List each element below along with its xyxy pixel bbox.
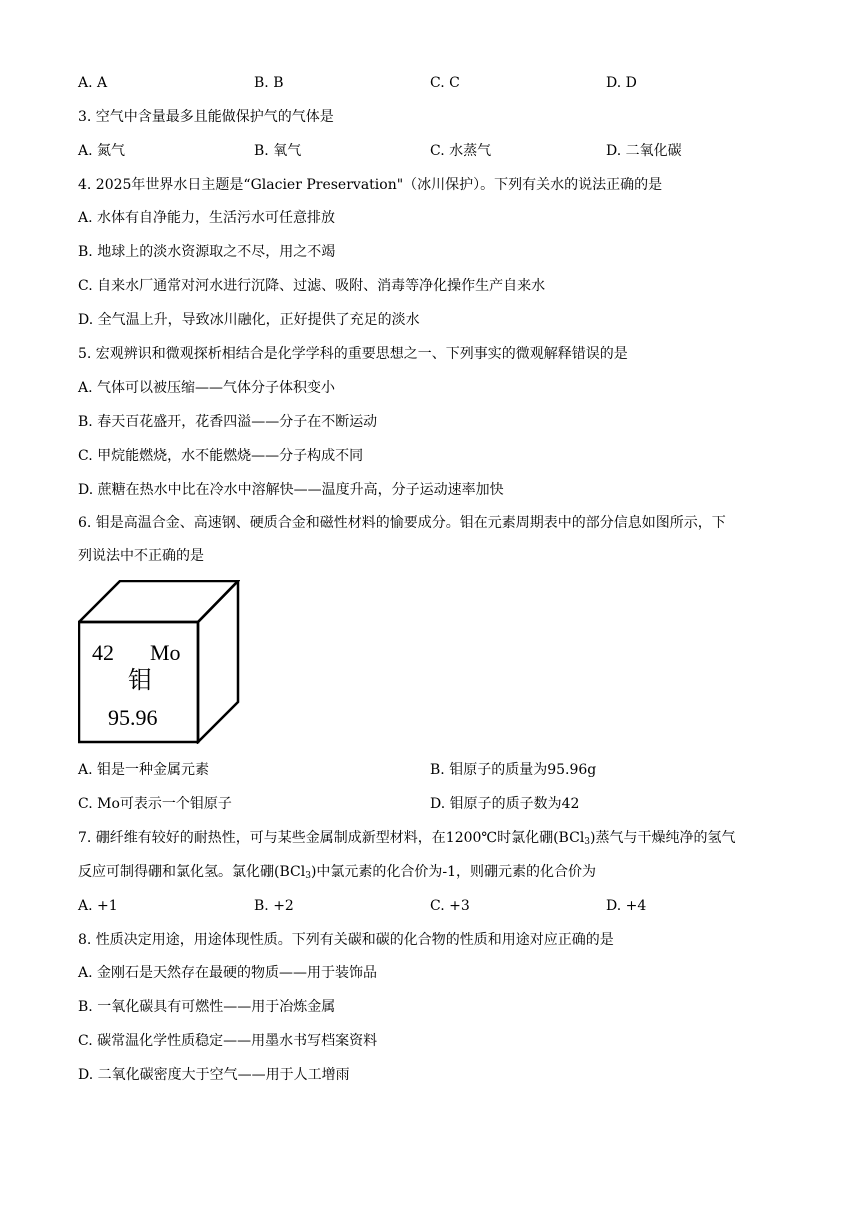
q7-line1-subscript: 3 bbox=[584, 837, 591, 847]
q2-option-b: B. B bbox=[254, 75, 284, 91]
q6-option-a: A. 钼是一种金属元素 bbox=[78, 762, 210, 778]
q3-option-c: C. 水蒸气 bbox=[430, 143, 492, 159]
q5-stem: 5. 宏观辨识和微观探析相结合是化学学科的重要思想之一、下列事实的微观解释错误的是 bbox=[78, 346, 628, 362]
q7-line1-part1: 7. 硼纤维有较好的耐热性，可与某些金属制成新型材料，在1200℃时氯化硼(BCl bbox=[78, 830, 585, 846]
q2-option-c: C. C bbox=[430, 75, 460, 91]
q3-option-b: B. 氧气 bbox=[254, 143, 302, 159]
q7-line2-subscript: 3 bbox=[305, 871, 311, 881]
q7-option-a: A. +1 bbox=[78, 898, 118, 914]
q3-option-a: A. 氮气 bbox=[78, 143, 126, 159]
q5-option-b: B. 春天百花盛开，花香四溢——分子在不断运动 bbox=[78, 414, 378, 430]
q7-options bbox=[78, 896, 798, 916]
q6-option-b: B. 钼原子的质量为95.96g bbox=[430, 762, 597, 778]
element-atomic-number: 42 bbox=[92, 640, 114, 665]
element-card-figure bbox=[78, 580, 240, 744]
q7-line1-part2: )蒸气与干燥纯净的氢气 bbox=[590, 830, 736, 846]
q4-stem: 4. 2025年世界水日主题是“Glacier Preservation"（冰川保护）。下列有关水的说法正确的是 bbox=[78, 177, 663, 193]
q6-option-d: D. 钼原子的质子数为42 bbox=[430, 796, 580, 812]
q5-option-a: A. 气体可以被压缩——气体分子体积变小 bbox=[78, 380, 336, 396]
q5-option-c: C. 甲烷能燃烧，水不能燃烧——分子构成不同 bbox=[78, 448, 364, 464]
q3-options bbox=[78, 141, 798, 161]
element-symbol: Mo bbox=[150, 640, 181, 665]
q4-option-c: C. 自来水厂通常对河水进行沉降、过滤、吸附、消毒等净化操作生产自来水 bbox=[78, 278, 546, 294]
element-card-top-face bbox=[79, 581, 238, 622]
q7-option-d: D. +4 bbox=[606, 898, 647, 914]
q7-stem-line2 bbox=[78, 862, 596, 886]
q8-option-d: D. 二氧化碳密度大于空气——用于人工增雨 bbox=[78, 1067, 350, 1083]
q3-stem: 3. 空气中含量最多且能做保护气的气体是 bbox=[78, 109, 334, 125]
q7-line2-part1: 反应可制得硼和氯化氢。氯化硼(BCl bbox=[78, 864, 306, 880]
q6-option-c: C. Mo可表示一个钼原子 bbox=[78, 796, 232, 812]
q8-option-c: C. 碳常温化学性质稳定——用墨水书写档案资料 bbox=[78, 1033, 378, 1049]
q2-option-d: D. D bbox=[606, 75, 637, 91]
q7-line2-part2: )中氯元素的化合价为-1，则硼元素的化合价为 bbox=[310, 864, 597, 880]
q8-option-a: A. 金刚石是天然存在最硬的物质——用于装饰品 bbox=[78, 965, 378, 981]
q7-option-b: B. +2 bbox=[254, 898, 294, 914]
q7-stem-line1 bbox=[78, 828, 736, 852]
q7-option-c: C. +3 bbox=[430, 898, 470, 914]
q4-option-d: D. 全气温上升，导致冰川融化，正好提供了充足的淡水 bbox=[78, 312, 420, 328]
element-name: 钼 bbox=[128, 666, 152, 694]
q4-option-a: A. 水体有自净能力，生活污水可任意排放 bbox=[78, 210, 336, 226]
q8-stem: 8. 性质决定用途，用途体现性质。下列有关碳和碳的化合物的性质和用途对应正确的是 bbox=[78, 932, 614, 948]
q5-option-d: D. 蔗糖在热水中比在冷水中溶解快——温度升高，分子运动速率加快 bbox=[78, 482, 504, 498]
q6-stem-line2: 列说法中不正确的是 bbox=[78, 548, 204, 564]
q2-option-a: A. A bbox=[78, 75, 108, 91]
q8-option-b: B. 一氧化碳具有可燃性——用于冶炼金属 bbox=[78, 999, 336, 1015]
q4-option-b: B. 地球上的淡水资源取之不尽，用之不竭 bbox=[78, 244, 336, 260]
element-card-side-face bbox=[198, 581, 238, 742]
element-atomic-mass: 95.96 bbox=[108, 705, 158, 730]
q6-options-row2 bbox=[78, 794, 798, 814]
q6-stem-line1: 6. 钼是高温合金、高速钢、硬质合金和磁性材料的愉要成分。钼在元素周期表中的部分信息如图所示，下 bbox=[78, 515, 726, 531]
q3-option-d: D. 二氧化碳 bbox=[606, 143, 682, 159]
q2-options bbox=[78, 73, 798, 93]
q6-options-row1 bbox=[78, 760, 798, 780]
